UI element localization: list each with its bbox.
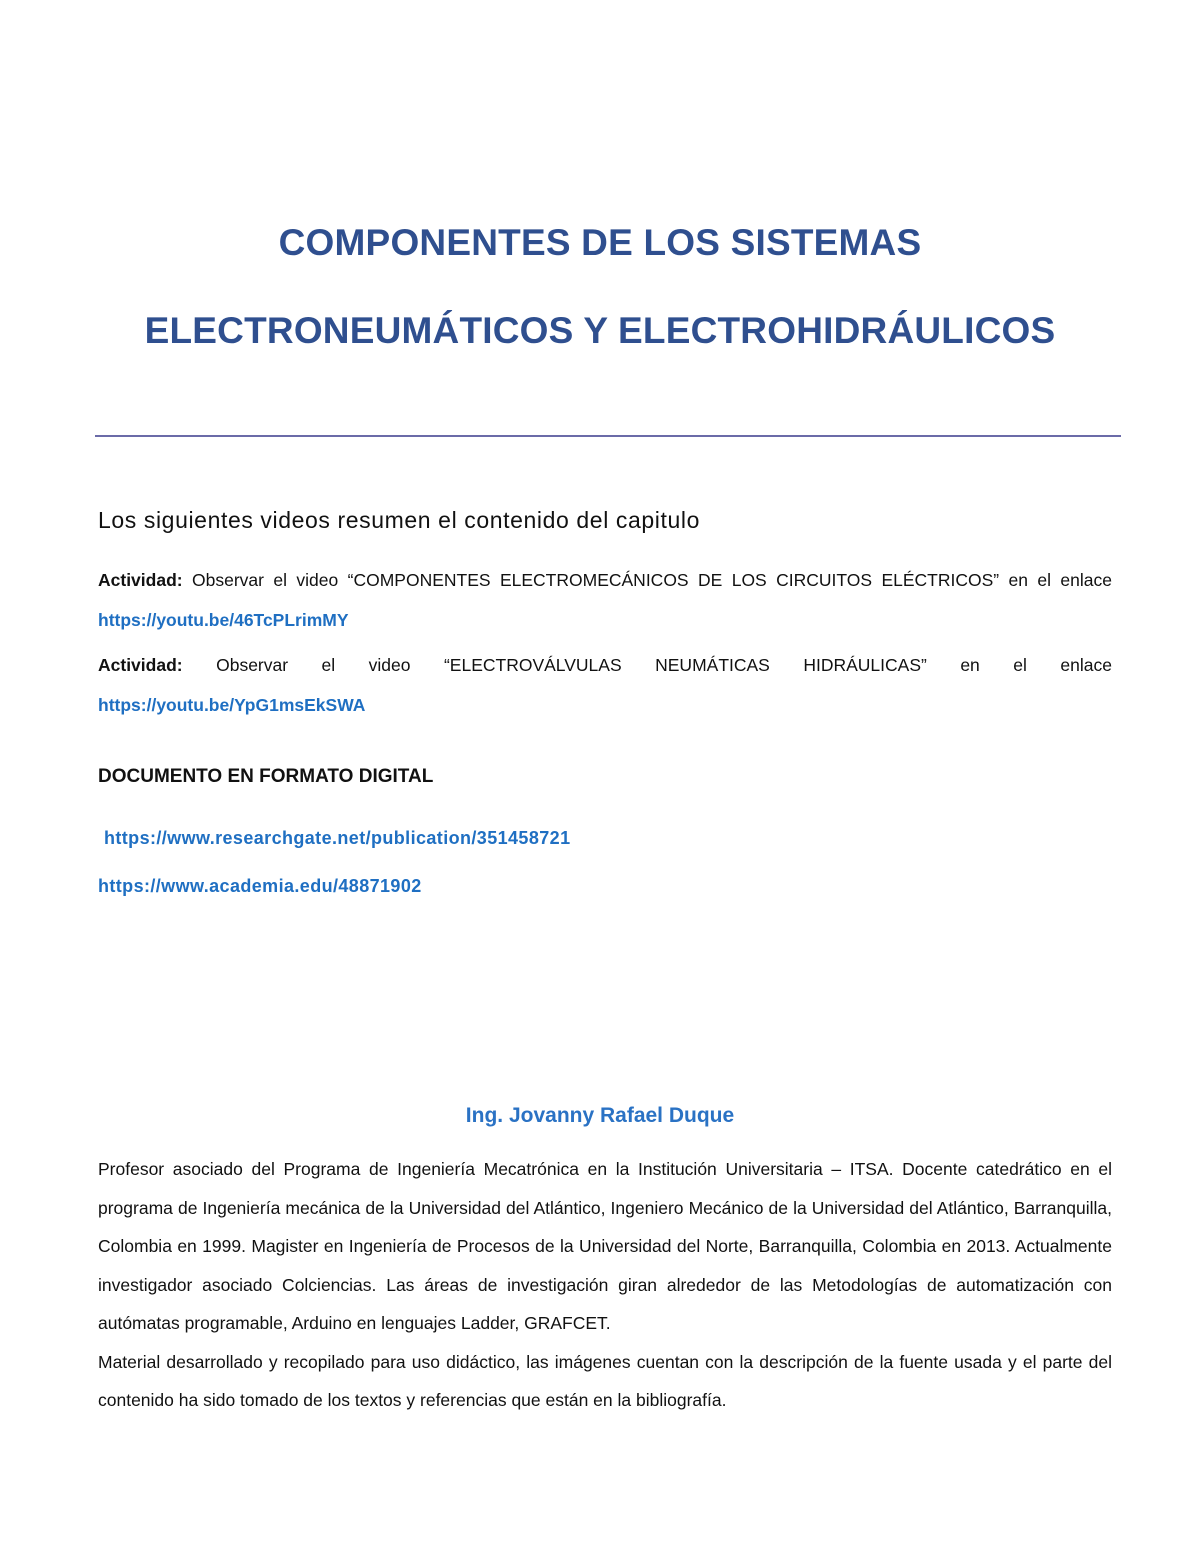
activity-2-word: NEUMÁTICAS	[655, 655, 770, 675]
document-title-line-2: ELECTRONEUMÁTICOS Y ELECTROHIDRÁULICOS	[144, 310, 1056, 351]
researchgate-link[interactable]: https://www.researchgate.net/publication/351458721	[104, 828, 571, 848]
activity-2-word: video	[368, 655, 411, 675]
activity-2-word: HIDRÁULICAS”	[803, 655, 927, 675]
activity-2-word: el	[321, 655, 336, 675]
academia-link[interactable]: https://www.academia.edu/48871902	[98, 876, 422, 896]
activity-2-word: “ELECTROVÁLVULAS	[443, 655, 622, 675]
author-name: Ing. Jovanny Rafael Duque	[465, 1104, 735, 1127]
activity-2-word: el	[1013, 655, 1027, 675]
bio-paragraph-2: Material desarrollado y recopilado para uso didáctico, las imágenes cuentan con la descripción de la fuente usada y el parte del contenido ha sido tomado de los textos y referencias que están en la bibliografía.	[98, 1351, 1112, 1410]
academia-link-row	[98, 876, 1112, 897]
activity-2-word: Observar	[216, 655, 289, 675]
document-title-line-1: COMPONENTES DE LOS SISTEMAS	[278, 222, 922, 263]
activity-2-word: enlace	[1060, 655, 1112, 675]
intro-text: Los siguientes videos resumen el contenido del capitulo	[98, 507, 700, 533]
horizontal-divider	[95, 435, 1121, 437]
author-bio	[98, 1150, 1112, 1420]
activity-2-word: en	[960, 655, 980, 675]
activity-2-line	[98, 645, 1112, 685]
activity-2-label: Actividad:	[98, 655, 183, 675]
activity-2-video-link[interactable]: https://youtu.be/YpG1msEkSWA	[98, 695, 366, 715]
bio-paragraph-1: Profesor asociado del Programa de Ingeniería Mecatrónica en la Institución Universitaria – ITSA. Docente catedrático en el programa de Ingeniería mecánica de la Universidad del Atlántico, Ingeniero Mecánico de la Universidad del Atlántico, Barranquilla, Colombia en 1999. Magister en Ingeniería de Procesos de la Universidad del Norte, Barranquilla, Colombia en 2013. Actualmente investigador asociado Colciencias. Las áreas de investigación giran alrededor de las Metodologías de automatización con autómatas programable, Arduino en lenguajes Ladder, GRAFCET.	[98, 1159, 1112, 1333]
activity-2-paragraph	[98, 645, 1112, 725]
digital-format-heading: DOCUMENTO EN FORMATO DIGITAL	[98, 766, 434, 787]
activity-1-text: Observar el video “COMPONENTES ELECTROMECÁNICOS DE LOS CIRCUITOS ELÉCTRICOS” en el enlace	[192, 570, 1112, 590]
activity-1-label: Actividad:	[98, 570, 183, 590]
activity-1-video-link[interactable]: https://youtu.be/46TcPLrimMY	[98, 610, 349, 630]
researchgate-link-row	[104, 828, 1118, 849]
activity-1-paragraph	[98, 560, 1112, 640]
